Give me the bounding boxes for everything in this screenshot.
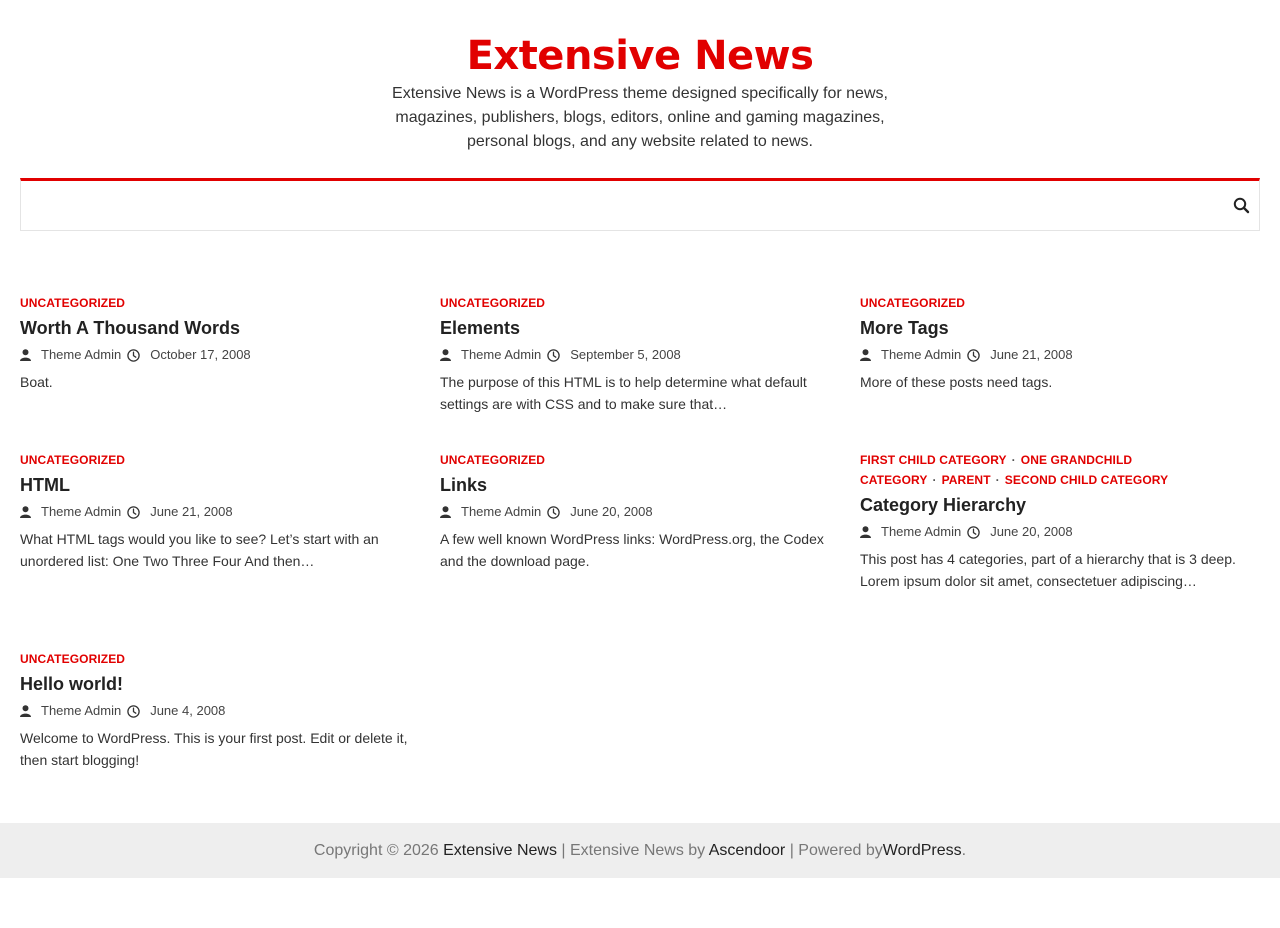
post-author[interactable] (20, 502, 121, 522)
date-text[interactable]: June 21, 2008 (150, 504, 233, 519)
date-text[interactable]: June 21, 2008 (990, 347, 1073, 362)
category-link[interactable]: FIRST CHILD CATEGORY (860, 453, 1007, 467)
post-date[interactable] (547, 345, 681, 365)
post-date[interactable] (967, 522, 1072, 542)
post-excerpt: This post has 4 categories, part of a hierarchy that is 3 deep. Lorem ipsum dolor sit amet, consectetuer adipiscing… (860, 551, 1236, 589)
post-title[interactable]: Hello world! (20, 674, 123, 694)
post-meta (20, 502, 420, 522)
footer-powered-text: | Powered by (789, 842, 883, 859)
post-date[interactable] (547, 502, 652, 522)
category-link[interactable]: SECOND CHILD CATEGORY (1004, 473, 1169, 487)
post-excerpt: Welcome to WordPress. This is your first post. Edit or delete it, then start blogging! (20, 730, 408, 768)
post-card (20, 450, 420, 572)
clock-icon (127, 506, 145, 519)
user-icon (20, 506, 36, 518)
post-author[interactable] (860, 345, 961, 365)
post-title[interactable]: Worth A Thousand Words (20, 318, 240, 338)
post-date[interactable] (127, 502, 232, 522)
post-excerpt: The purpose of this HTML is to help determine what default settings are with CSS and to make sure that… (440, 374, 807, 412)
post-meta (860, 522, 1260, 542)
post-categories (440, 450, 840, 470)
clock-icon (547, 506, 565, 519)
site-footer (0, 823, 1280, 878)
post-card (440, 293, 840, 415)
author-name[interactable]: Theme Admin (881, 524, 962, 539)
post-date[interactable] (127, 701, 225, 721)
post-date[interactable] (967, 345, 1072, 365)
author-name[interactable]: Theme Admin (41, 347, 122, 362)
footer-end: . (961, 842, 967, 859)
search-bar (20, 178, 1260, 231)
date-text[interactable]: October 17, 2008 (150, 347, 251, 362)
post-card (20, 649, 420, 771)
category-separator: · (1011, 453, 1016, 467)
search-icon[interactable] (1231, 195, 1253, 217)
post-excerpt: Boat. (20, 374, 53, 390)
author-name[interactable]: Theme Admin (41, 504, 122, 519)
clock-icon (127, 349, 145, 362)
post-title[interactable]: Links (440, 475, 488, 495)
post-author[interactable] (440, 345, 541, 365)
post-excerpt: More of these posts need tags. (860, 374, 1053, 390)
category-link[interactable]: ONE GRANDCHILD CATEGORY (860, 453, 1133, 487)
post-title[interactable]: Elements (440, 318, 521, 338)
post-title[interactable]: HTML (20, 475, 70, 495)
date-text[interactable]: June 20, 2008 (990, 524, 1073, 539)
post-author[interactable] (20, 701, 121, 721)
post-categories (440, 293, 840, 313)
user-icon (20, 705, 36, 717)
user-icon (860, 526, 876, 538)
category-link[interactable]: UNCATEGORIZED (20, 652, 126, 666)
footer-wordpress-link[interactable]: WordPress (882, 842, 962, 859)
site-description: Extensive News is a WordPress theme designed specifically for news, magazines, publishers, blogs, editors, online and gaming magazines, personal blogs, and any website related to news. (392, 85, 888, 150)
clock-icon (967, 526, 985, 539)
post-categories (20, 649, 420, 669)
post-card (860, 293, 1260, 394)
category-link[interactable]: UNCATEGORIZED (440, 296, 546, 310)
clock-icon (967, 349, 985, 362)
post-meta (860, 345, 1260, 365)
clock-icon (127, 705, 145, 718)
user-icon (20, 349, 36, 361)
category-separator: · (932, 473, 937, 487)
post-author[interactable] (20, 345, 121, 365)
footer-by-text: | Extensive News by (561, 842, 706, 859)
post-meta (20, 345, 420, 365)
date-text[interactable]: June 4, 2008 (150, 703, 226, 718)
category-link[interactable]: UNCATEGORIZED (20, 296, 126, 310)
post-categories (20, 293, 420, 313)
post-meta (440, 345, 840, 365)
user-icon (860, 349, 876, 361)
search-input[interactable] (21, 181, 1221, 230)
post-meta (440, 502, 840, 522)
copyright-text: Copyright © 2026 (313, 842, 439, 859)
author-name[interactable]: Theme Admin (41, 703, 122, 718)
user-icon (440, 349, 456, 361)
date-text[interactable]: June 20, 2008 (570, 504, 653, 519)
user-icon (440, 506, 456, 518)
date-text[interactable]: September 5, 2008 (570, 347, 681, 362)
post-card (20, 293, 420, 394)
post-categories (20, 450, 420, 470)
category-link[interactable]: UNCATEGORIZED (860, 296, 966, 310)
category-separator: · (995, 473, 1000, 487)
site-title[interactable]: Extensive News (466, 33, 814, 79)
author-name[interactable]: Theme Admin (461, 504, 542, 519)
footer-site-link[interactable]: Extensive News (443, 842, 557, 859)
category-link[interactable]: PARENT (941, 473, 991, 487)
post-excerpt: What HTML tags would you like to see? Let’s start with an unordered list: One Two Three Four And then… (20, 531, 379, 569)
post-title[interactable]: More Tags (860, 318, 949, 338)
category-link[interactable]: UNCATEGORIZED (20, 453, 126, 467)
post-date[interactable] (127, 345, 250, 365)
post-title[interactable]: Category Hierarchy (860, 495, 1027, 515)
author-name[interactable]: Theme Admin (461, 347, 542, 362)
post-categories (860, 293, 1260, 313)
post-meta (20, 701, 420, 721)
post-categories (860, 450, 1260, 490)
post-author[interactable] (860, 522, 961, 542)
clock-icon (547, 349, 565, 362)
post-card (440, 450, 840, 572)
author-name[interactable]: Theme Admin (881, 347, 962, 362)
footer-author-link[interactable]: Ascendoor (708, 842, 786, 859)
post-author[interactable] (440, 502, 541, 522)
post-card (860, 450, 1260, 592)
category-link[interactable]: UNCATEGORIZED (440, 453, 546, 467)
post-excerpt: A few well known WordPress links: WordPress.org, the Codex and the download page. (440, 531, 824, 569)
